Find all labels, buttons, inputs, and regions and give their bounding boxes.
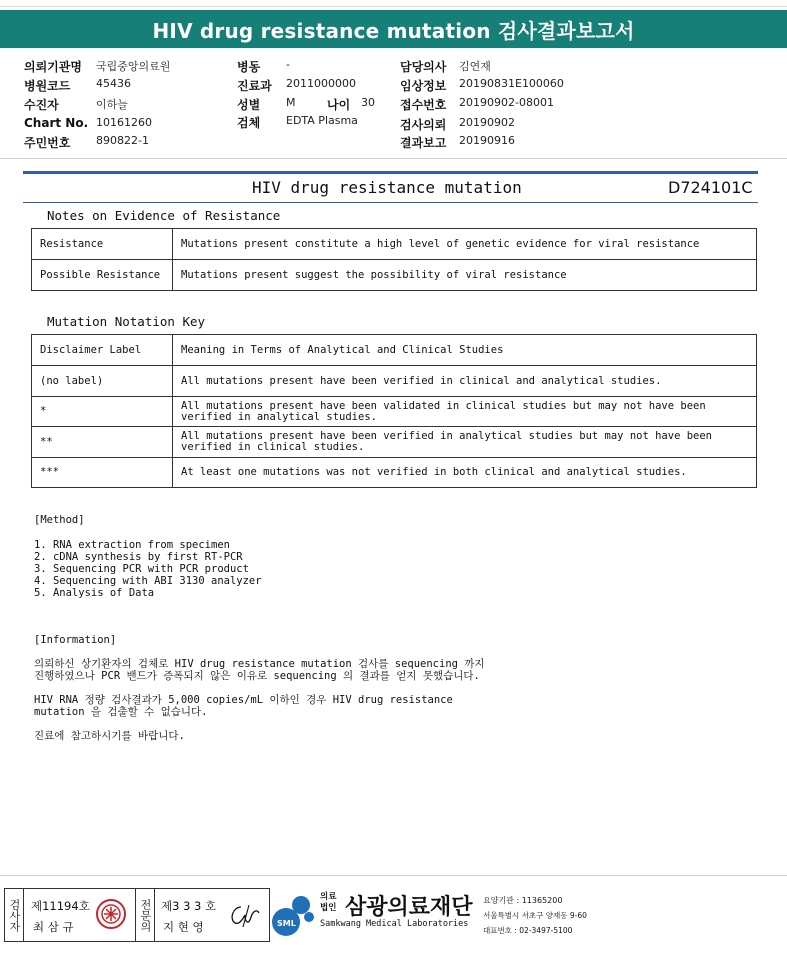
table-row xyxy=(32,260,757,291)
field-value: 10161260 xyxy=(96,116,152,129)
field-value: 20190902 xyxy=(459,116,515,129)
table-cell: Mutations present suggest the possibility of viral resistance xyxy=(173,260,757,291)
key-table xyxy=(31,334,757,488)
method-line: 3. Sequencing PCR with PCR product xyxy=(34,563,249,575)
method-line: 5. Analysis of Data xyxy=(34,587,155,599)
report-header xyxy=(0,10,787,48)
notes-table xyxy=(31,228,757,291)
org-address: 서울특별시 서초구 양재동 9-60 xyxy=(483,911,587,920)
method-line: 2. cDNA synthesis by first RT-PCR xyxy=(34,551,243,563)
table-cell: *** xyxy=(32,458,173,488)
key-heading: Mutation Notation Key xyxy=(47,314,206,329)
org-name: 삼광의료재단 xyxy=(345,895,473,920)
report-code: D724101C xyxy=(668,178,753,197)
info-line: mutation 을 검출할 수 없습니다. xyxy=(34,706,208,718)
table-row xyxy=(32,458,757,488)
specialist-label xyxy=(135,889,155,941)
table-cell: All mutations present have been verified in analytical studies but may not have been verified in clinical studies. xyxy=(173,427,757,458)
info-line: 진행하였으나 PCR 밴드가 증폭되지 않은 이유로 sequencing 의 결과를 얻지 못했습니다. xyxy=(34,670,480,682)
method-heading: [Method] xyxy=(34,514,85,526)
field-label: 임상정보 xyxy=(400,79,447,93)
examiner-name: 최 삼 규 xyxy=(33,920,74,934)
table-row xyxy=(32,335,757,366)
field-label: 수진자 xyxy=(24,98,59,112)
field-value: 45436 xyxy=(96,77,131,90)
patient-info xyxy=(0,48,787,159)
title-rule xyxy=(23,171,758,174)
table-cell: At least one mutations was not verified in both clinical and analytical studies. xyxy=(173,458,757,488)
field-value: 이하늘 xyxy=(96,98,128,111)
table-cell: Disclaimer Label xyxy=(32,335,173,366)
org-phone: 대표번호 : 02-3497-5100 xyxy=(483,926,573,935)
sml-logo xyxy=(271,891,317,939)
table-cell: Resistance xyxy=(32,229,173,260)
field-value: M xyxy=(286,96,296,109)
field-label: Chart No. xyxy=(24,116,89,130)
title-underline xyxy=(23,202,758,203)
handwritten-signature xyxy=(223,899,263,931)
table-cell: All mutations present have been verified in clinical and analytical studies. xyxy=(173,366,757,397)
table-row xyxy=(32,366,757,397)
org-en: Samkwang Medical Laboratories xyxy=(320,919,469,929)
method-line: 1. RNA extraction from specimen xyxy=(34,539,230,551)
table-cell: Mutations present constitute a high level of genetic evidence for viral resistance xyxy=(173,229,757,260)
report-title: HIV drug resistance mutation xyxy=(252,178,522,197)
specialist-license: 제3 3 3 호 xyxy=(161,899,217,913)
table-cell: ** xyxy=(32,427,173,458)
info-heading: [Information] xyxy=(34,634,117,646)
field-value: 890822-1 xyxy=(96,134,149,147)
table-row xyxy=(32,427,757,458)
seal-stamp xyxy=(95,898,127,930)
logo-text: SML xyxy=(277,919,296,928)
info-line: 진료에 참고하시기를 바랍니다. xyxy=(34,730,185,742)
table-row xyxy=(32,229,757,260)
field-value: 20190831E100060 xyxy=(459,77,564,90)
specialist-name: 지 현 영 xyxy=(163,920,204,934)
table-cell: (no label) xyxy=(32,366,173,397)
field-value: 김연재 xyxy=(459,60,491,73)
field-label: 진료과 xyxy=(237,79,272,93)
field-label: 결과보고 xyxy=(400,136,447,150)
field-label: 검체 xyxy=(237,116,261,130)
method-line: 4. Sequencing with ABI 3130 analyzer xyxy=(34,575,262,587)
field-value: 국립중앙의료원 xyxy=(96,60,171,73)
field-label: 담당의사 xyxy=(400,60,447,74)
report-header-title: HIV drug resistance mutation 검사결과보고서 xyxy=(152,18,635,43)
examiner-label xyxy=(5,889,24,941)
field-value: - xyxy=(286,58,290,71)
specialist-label-text: 전문의 xyxy=(139,898,152,932)
field-label: 성별 xyxy=(237,98,261,112)
field-value: 20190902-08001 xyxy=(459,96,554,109)
field-label: 주민번호 xyxy=(24,136,71,150)
field-value: EDTA Plasma xyxy=(286,114,358,127)
table-cell: Meaning in Terms of Analytical and Clinical Studies xyxy=(173,335,757,366)
signature-box xyxy=(4,888,270,942)
field-value: 20190916 xyxy=(459,134,515,147)
table-cell: * xyxy=(32,397,173,427)
field-label: 나이 xyxy=(327,98,351,112)
field-value: 30 xyxy=(361,96,375,109)
field-label: 검사의뢰 xyxy=(400,118,447,132)
examiner-license: 제11194호 xyxy=(31,899,90,913)
table-cell: Possible Resistance xyxy=(32,260,173,291)
info-line: 의뢰하신 상기환자의 검체로 HIV drug resistance mutation 검사를 sequencing 까지 xyxy=(34,658,485,670)
field-label: 의뢰기관명 xyxy=(24,60,82,74)
info-line: HIV RNA 정량 검사결과가 5,000 copies/mL 이하인 경우 HIV drug resistance xyxy=(34,694,453,706)
top-strip xyxy=(0,0,787,7)
org-code: 요양기관 : 11365200 xyxy=(483,896,563,905)
examiner-label-text: 검사자 xyxy=(8,898,21,932)
field-label: 병동 xyxy=(237,60,261,74)
field-label: 접수번호 xyxy=(400,98,447,112)
notes-heading: Notes on Evidence of Resistance xyxy=(47,208,281,223)
table-row xyxy=(32,397,757,427)
table-cell: All mutations present have been validated in clinical studies but may not have been verified in analytical studies. xyxy=(173,397,757,427)
org-type: 의료 법인 xyxy=(320,892,337,913)
field-value: 2011000000 xyxy=(286,77,356,90)
field-label: 병원코드 xyxy=(24,79,71,93)
